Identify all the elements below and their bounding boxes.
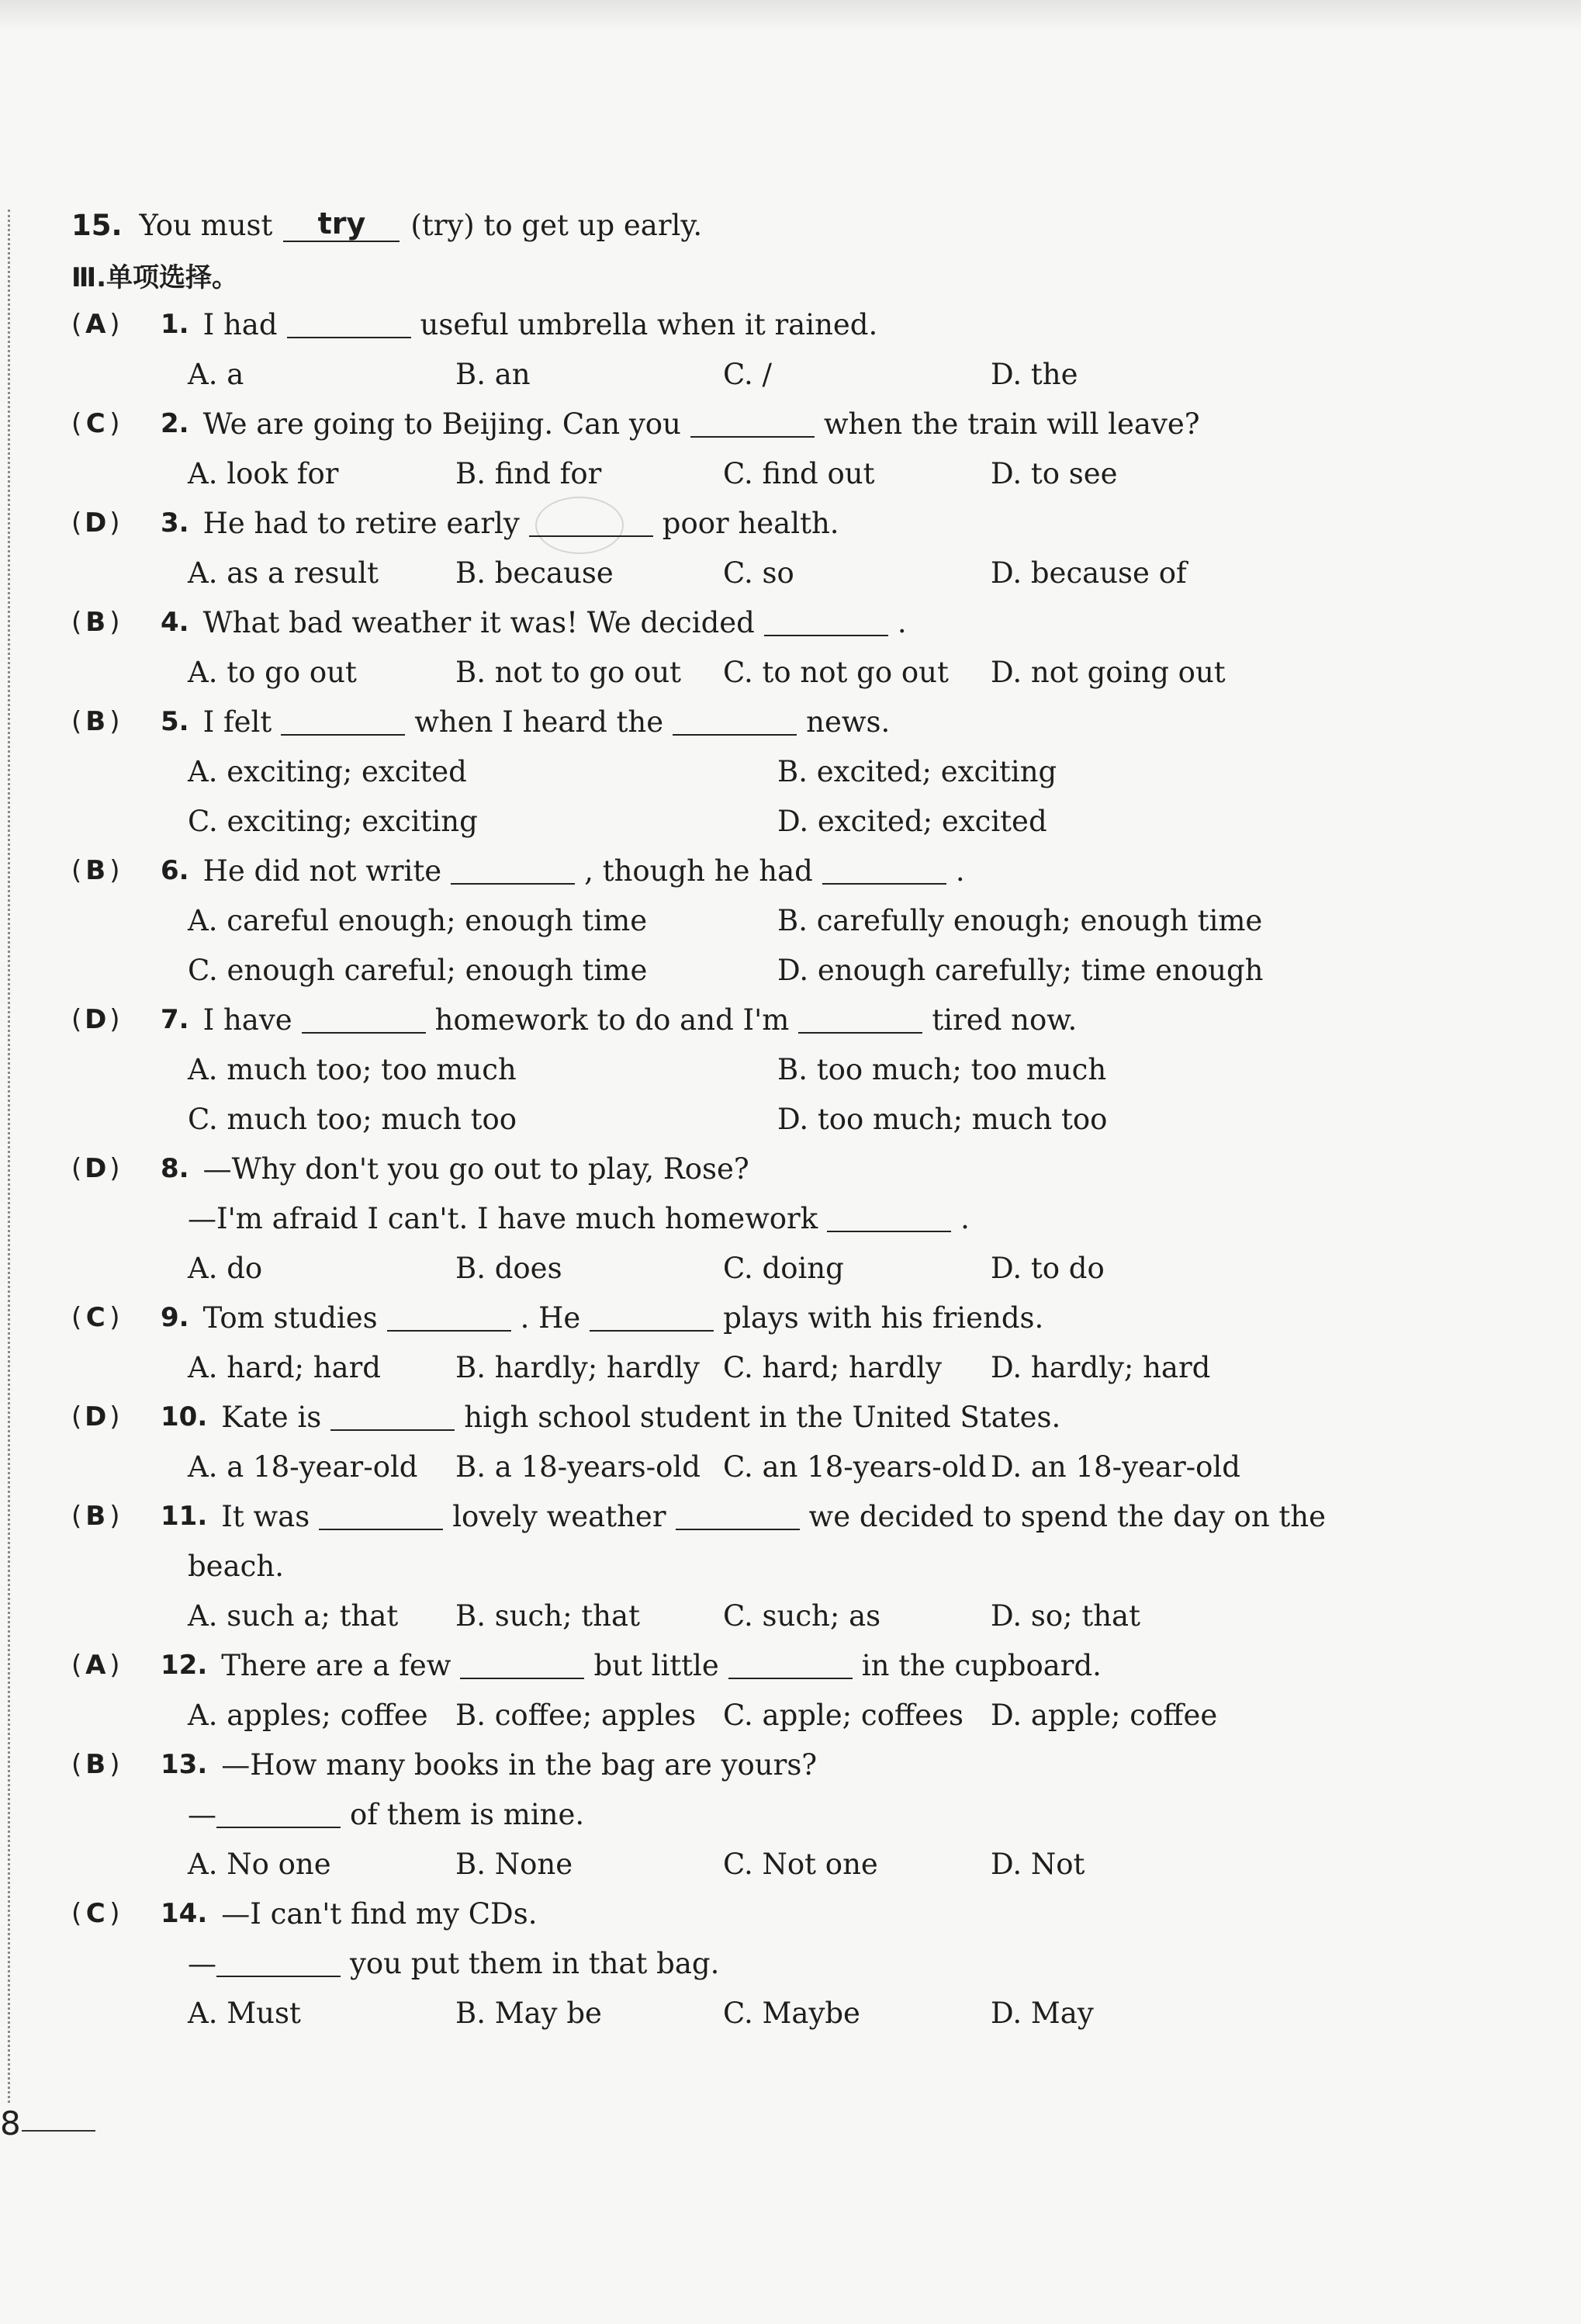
worksheet [71,200,1390,2038]
options-10 [71,1442,1390,1491]
question-12 [71,1640,1390,1690]
stem-part: Kate is [221,1400,322,1434]
question-10 [71,1392,1390,1442]
option-a: A. careful enough; enough time [188,903,648,937]
option-d: D. Not [991,1847,1085,1881]
stem-part: but little [593,1648,719,1682]
stem-part: I have [202,1003,292,1037]
options-5-row-1 [71,746,1390,796]
answer-bracket: ( D ) [71,1401,120,1432]
stem-part: poor health. [662,506,839,540]
options-8 [71,1243,1390,1293]
option-c: C. much too; much too [188,1102,517,1136]
answer-bracket: ( C ) [71,1898,120,1929]
blank [281,708,405,736]
stem-part: He did not write [202,854,442,888]
question-9 [71,1293,1390,1342]
option-a: A. such a; that [188,1598,399,1633]
option-b: B. find for [455,456,602,490]
section-title: Ⅲ.单项选择。 [71,261,239,293]
option-b: B. does [455,1251,562,1285]
answer-bracket: ( B ) [71,706,120,737]
option-d: D. hardly; hard [991,1350,1211,1384]
question-number: 10. [161,1401,208,1432]
stem-part: plays with his friends. [723,1301,1044,1335]
option-d: D. enough carefully; time enough [777,953,1264,987]
options-6-row-1 [71,895,1390,945]
blank [460,1651,584,1679]
answer-bracket: ( C ) [71,408,120,439]
blank [590,1304,714,1332]
question-4 [71,597,1390,647]
stem-part: —I'm afraid I can't. I have much homework [188,1201,818,1235]
option-b: B. not to go out [455,655,682,689]
stem-part: —How many books in the bag are yours? [221,1747,818,1782]
option-b: B. such; that [455,1598,640,1633]
answer-bracket: ( D ) [71,1153,120,1184]
blank [387,1304,511,1332]
stem-part: I felt [202,705,272,739]
option-b: B. May be [455,1996,602,2030]
option-c: C. such; as [723,1598,881,1633]
option-b: B. an [455,357,531,391]
scan-edge [0,0,1581,31]
question-11-continuation [71,1541,1390,1591]
answer-bracket: ( B ) [71,1501,120,1532]
option-c: C. an 18-years-old [723,1449,987,1484]
option-d: D. too much; much too [777,1102,1108,1136]
blank [728,1651,853,1679]
option-d: D. because of [991,556,1187,590]
blank [673,708,797,736]
stem-part: useful umbrella when it rained. [420,307,878,341]
stem-part: There are a few [221,1648,451,1682]
option-d: D. excited; excited [777,804,1047,838]
options-4 [71,647,1390,697]
question-14 [71,1889,1390,1938]
options-5-row-2 [71,796,1390,846]
stem-part: when the train will leave? [823,407,1200,441]
option-d: D. so; that [991,1598,1140,1633]
option-b: B. excited; exciting [777,754,1057,788]
option-a: A. a [188,357,244,391]
option-d: D. the [991,357,1078,391]
option-b: B. None [455,1847,573,1881]
stem-part: We are going to Beijing. Can you [202,407,681,441]
answer-bracket: ( B ) [71,855,120,886]
question-14-continuation [71,1938,1390,1988]
option-d: D. May [991,1996,1094,2030]
answer-blank: try [283,208,400,242]
question-8 [71,1144,1390,1193]
option-a: A. apples; coffee [188,1698,428,1732]
question-7 [71,995,1390,1044]
blank [302,1006,426,1034]
option-d: D. not going out [991,655,1226,689]
option-c: C. / [723,357,772,391]
stem-part: . [955,854,965,888]
stem-part: beach. [188,1549,284,1583]
option-a: A. to go out [188,655,357,689]
blank [676,1502,800,1530]
blank [216,1949,341,1977]
option-b: B. a 18-years-old [455,1449,701,1484]
stem-part: —I can't find my CDs. [221,1896,538,1931]
question-number: 4. [161,607,189,638]
option-d: D. apple; coffee [991,1698,1218,1732]
question-number: 1. [161,309,189,340]
item-text-after: (try) to get up early. [410,208,703,242]
option-b: B. because [455,556,614,590]
option-a: A. Must [188,1996,301,2030]
option-c: C. to not go out [723,655,949,689]
blank [827,1204,951,1232]
stem-part: in the cupboard. [861,1648,1102,1682]
option-b: B. coffee; apples [455,1698,697,1732]
stem-part: It was [221,1499,310,1533]
blank [822,857,946,885]
question-number: 3. [161,507,189,539]
option-c: C. doing [723,1251,844,1285]
option-b: B. carefully enough; enough time [777,903,1263,937]
stem-part: tired now. [932,1003,1078,1037]
page-number: 8 [0,2104,21,2142]
stem-part: He had to retire early [202,506,520,540]
stem-part: high school student in the United States. [464,1400,1061,1434]
blank [798,1006,922,1034]
question-number: 5. [161,706,189,737]
stem-part: What bad weather it was! We decided [202,605,755,639]
stem-part: — [188,1797,216,1831]
options-6-row-2 [71,945,1390,995]
stem-part: when I heard the [414,705,664,739]
fill-in-item-15 [71,200,1390,250]
option-c: C. enough careful; enough time [188,953,648,987]
blank [319,1502,443,1530]
stem-part: —Why don't you go out to play, Rose? [202,1152,749,1186]
option-a: A. a 18-year-old [188,1449,418,1484]
section-heading [71,250,1390,300]
stem-part: Tom studies [202,1301,378,1335]
answer-bracket: ( A ) [71,309,120,340]
question-1 [71,300,1390,349]
answer-bracket: ( D ) [71,507,120,539]
question-number: 12. [161,1650,208,1681]
blank [690,410,815,438]
option-d: D. an 18-year-old [991,1449,1240,1484]
answer-bracket: ( B ) [71,607,120,638]
option-a: A. look for [188,456,339,490]
stem-part: lovely weather [452,1499,666,1533]
option-d: D. to see [991,456,1118,490]
option-c: C. apple; coffees [723,1698,963,1732]
options-14 [71,1988,1390,2038]
question-5 [71,697,1390,746]
option-a: A. hard; hard [188,1350,381,1384]
question-number: 11. [161,1501,208,1532]
stem-part: . [897,605,907,639]
option-c: C. so [723,556,794,590]
item-number: 15. [71,208,123,242]
option-a: A. No one [188,1847,331,1881]
blank [764,608,888,636]
stem-part: , though he had [584,854,813,888]
question-number: 14. [161,1898,208,1929]
question-number: 2. [161,408,189,439]
question-number: 8. [161,1153,189,1184]
stem-part: . [960,1201,970,1235]
option-d: D. to do [991,1251,1105,1285]
options-11 [71,1591,1390,1640]
option-c: C. find out [723,456,875,490]
question-number: 13. [161,1749,208,1780]
option-c: C. Maybe [723,1996,860,2030]
answer-bracket: ( B ) [71,1749,120,1780]
option-c: C. Not one [723,1847,878,1881]
options-3 [71,548,1390,597]
question-number: 9. [161,1302,189,1333]
question-8-continuation [71,1193,1390,1243]
page-number-rule [22,2130,95,2132]
option-a: A. do [188,1251,263,1285]
binding-margin-rule [8,210,10,2103]
option-a: A. exciting; excited [188,754,467,788]
question-11 [71,1491,1390,1541]
question-13 [71,1740,1390,1789]
options-1 [71,349,1390,399]
stem-part: — [188,1946,216,1980]
stem-part: of them is mine. [350,1797,585,1831]
options-2 [71,449,1390,498]
option-b: B. hardly; hardly [455,1350,700,1384]
option-a: A. much too; too much [188,1052,517,1086]
options-7-row-1 [71,1044,1390,1094]
option-b: B. too much; too much [777,1052,1107,1086]
answer-bracket: ( A ) [71,1650,120,1681]
stem-part: I had [202,307,278,341]
item-text-before: You must [139,208,273,242]
stem-part: you put them in that bag. [350,1946,720,1980]
option-a: A. as a result [188,556,379,590]
options-13 [71,1839,1390,1889]
question-13-continuation [71,1789,1390,1839]
blank [451,857,575,885]
option-c: C. hard; hardly [723,1350,942,1384]
stem-part: . He [520,1301,581,1335]
answer-bracket: ( C ) [71,1302,120,1333]
blank [287,310,411,338]
options-7-row-2 [71,1094,1390,1144]
blank [529,509,653,537]
blank [216,1800,341,1828]
options-9 [71,1342,1390,1392]
stem-part: we decided to spend the day on the [808,1499,1327,1533]
options-12 [71,1690,1390,1740]
question-2 [71,399,1390,449]
option-c: C. exciting; exciting [188,804,478,838]
question-6 [71,846,1390,895]
question-3 [71,498,1390,548]
question-number: 7. [161,1004,189,1035]
stem-part: homework to do and I'm [434,1003,790,1037]
blank [330,1403,455,1431]
stem-part: news. [806,705,891,739]
question-number: 6. [161,855,189,886]
answer-bracket: ( D ) [71,1004,120,1035]
